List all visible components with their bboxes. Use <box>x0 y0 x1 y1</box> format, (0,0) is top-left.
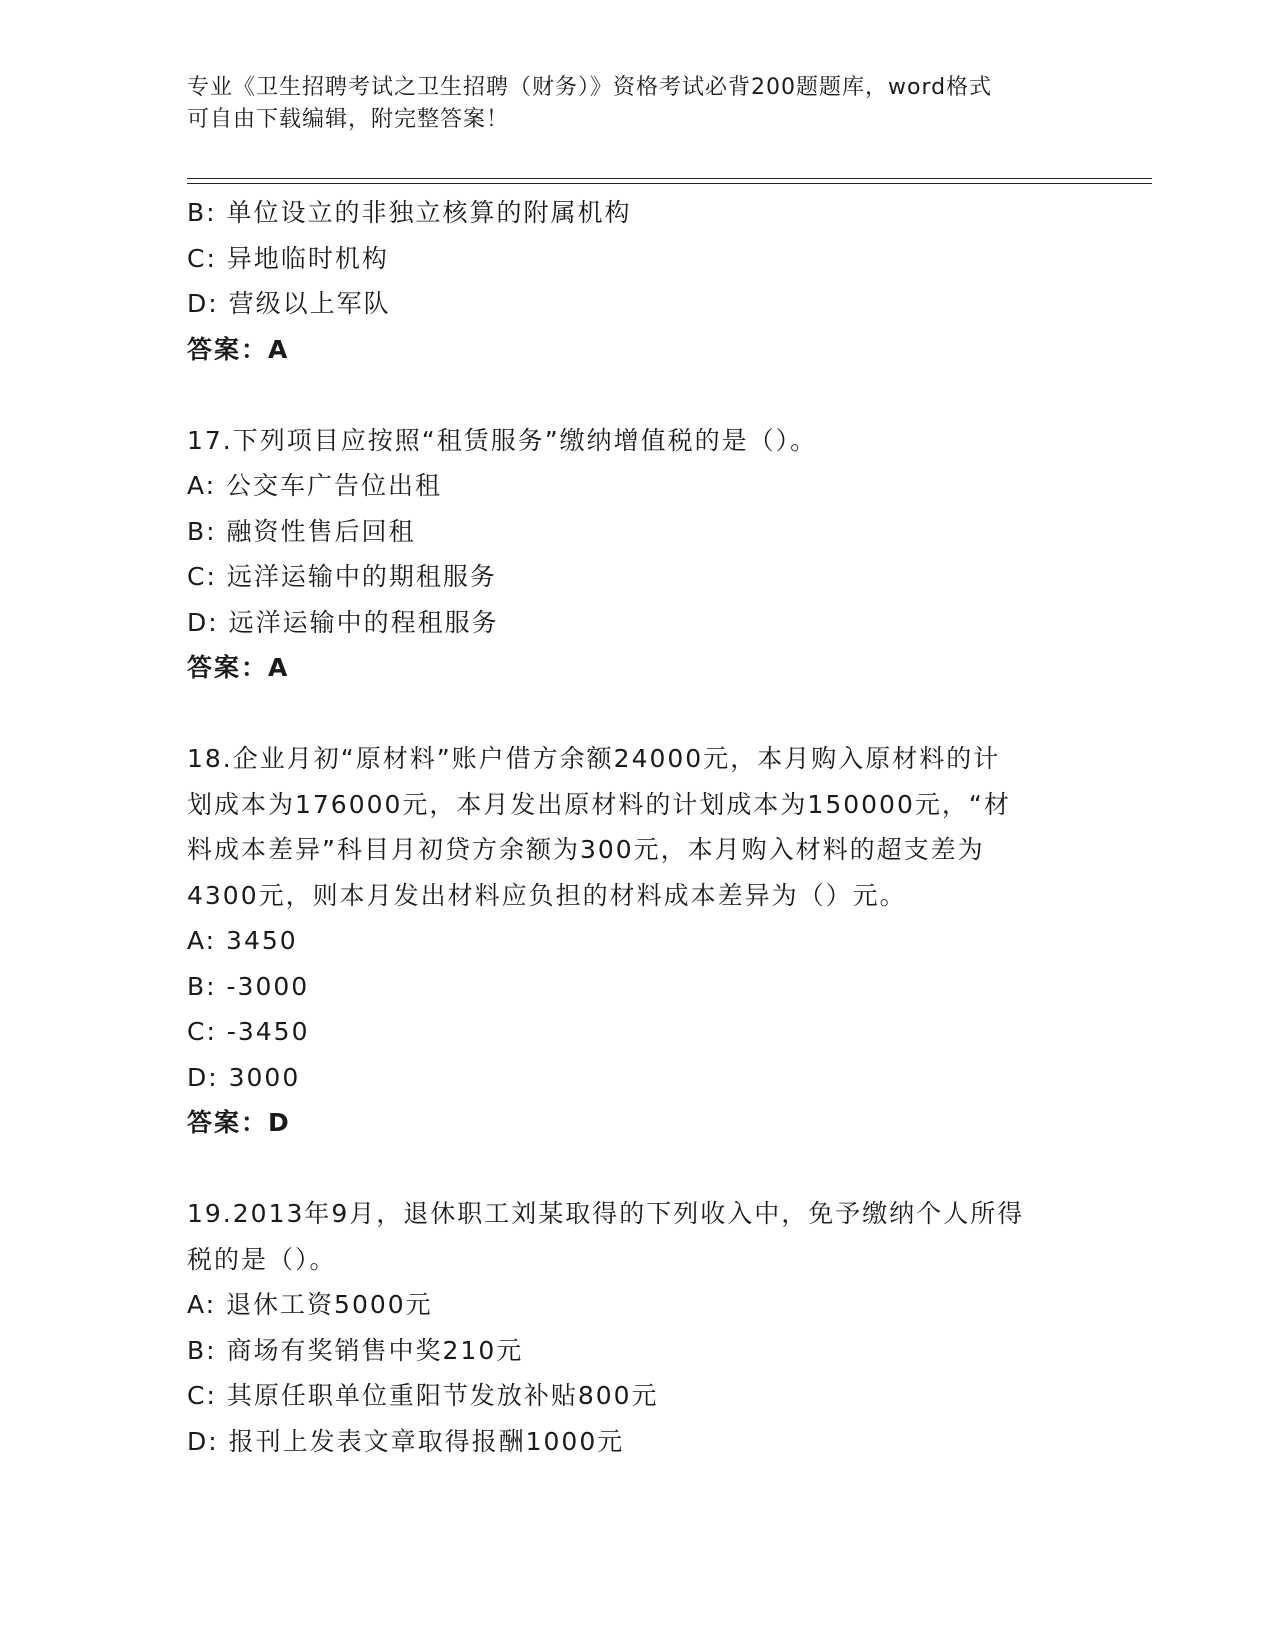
header-divider-bottom <box>187 183 1152 184</box>
option-a: A: 公交车广告位出租 <box>187 471 443 500</box>
option-c: C: 异地临时机构 <box>187 243 389 273</box>
question-stem-line-2: 划成本为176000元，本月发出原材料的计划成本为150000元，“材 <box>187 789 1011 819</box>
question-18 <box>187 736 1147 1146</box>
option-b: B: 单位设立的非独立核算的附属机构 <box>187 198 632 227</box>
answer: 答案：D <box>187 1108 291 1137</box>
question-list <box>187 190 1147 1464</box>
option-b: B: -3000 <box>187 971 310 1001</box>
document-header <box>187 72 1087 136</box>
answer: 答案：A <box>187 653 290 682</box>
question-stem: 17.下列项目应按照“租赁服务”缴纳增值税的是（）。 <box>187 425 818 455</box>
option-b: B: 商场有奖销售中奖210元 <box>187 1335 524 1365</box>
option-c: C: -3450 <box>187 1017 310 1046</box>
option-c: C: 其原任职单位重阳节发放补贴800元 <box>187 1381 659 1410</box>
header-line-2: 可自由下载编辑，附完整答案！ <box>187 107 510 132</box>
question-16 <box>187 190 1147 372</box>
option-d: D: 远洋运输中的程租服务 <box>187 607 499 637</box>
option-a: A: 3450 <box>187 926 298 955</box>
option-d: D: 营级以上军队 <box>187 289 391 318</box>
question-stem-line-2: 税的是（）。 <box>187 1244 337 1274</box>
question-stem-line-4: 4300元，则本月发出材料应负担的材料成本差异为（）元。 <box>187 880 907 910</box>
header-line-1: 专业《卫生招聘考试之卫生招聘（财务）》资格考试必背200题题库，word格式 <box>187 75 993 100</box>
header-divider-top <box>187 178 1152 179</box>
question-stem-line-1: 18.企业月初“原材料”账户借方余额24000元，本月购入原材料的计 <box>187 744 1001 773</box>
spacer <box>187 691 1147 737</box>
question-stem-line-1: 19.2013年9月，退休职工刘某取得的下列收入中，免予缴纳个人所得 <box>187 1199 1025 1228</box>
answer: 答案：A <box>187 334 290 364</box>
option-b: B: 融资性售后回租 <box>187 516 416 546</box>
question-17 <box>187 418 1147 691</box>
question-19 <box>187 1191 1147 1464</box>
option-c: C: 远洋运输中的期租服务 <box>187 562 497 591</box>
option-a: A: 退休工资5000元 <box>187 1290 433 1319</box>
spacer <box>187 1146 1147 1192</box>
spacer <box>187 372 1147 418</box>
question-stem-line-3: 料成本差异”科目月初贷方余额为300元，本月购入材料的超支差为 <box>187 835 985 864</box>
option-d: D: 报刊上发表文章取得报酬1000元 <box>187 1426 625 1456</box>
option-d: D: 3000 <box>187 1062 301 1092</box>
